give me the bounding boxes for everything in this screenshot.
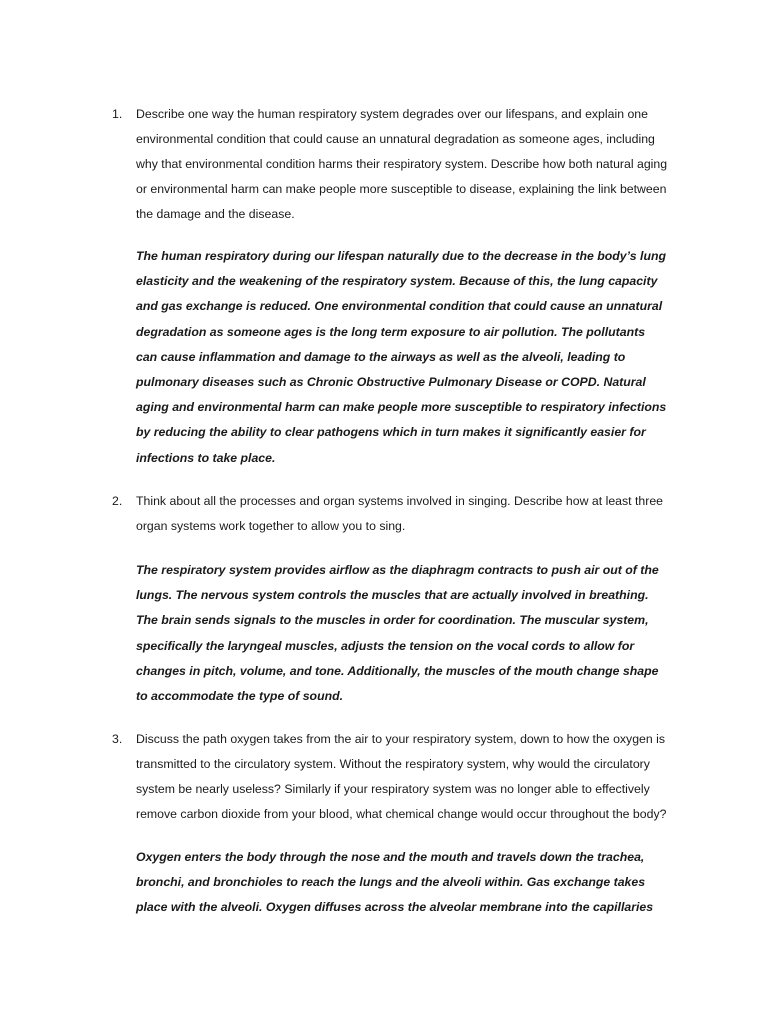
question-line: why that environmental condition harms their respiratory system. Describe how both natural aging — [136, 157, 668, 171]
question-line: Describe one way the human respiratory system degrades over our lifespans, and explain one — [136, 107, 648, 121]
answer-line: Oxygen enters the body through the nose and the mouth and travels down the trachea, — [136, 850, 645, 864]
question-line: transmitted to the circulatory system. Without the respiratory system, why would the circulatory — [136, 757, 650, 771]
answer-text — [136, 244, 692, 471]
question-line: the damage and the disease. — [136, 207, 295, 221]
answer-line: place with the alveoli. Oxygen diffuses across the alveolar membrane into the capillaries — [136, 900, 654, 915]
answer-text — [136, 558, 692, 709]
question-line: organ systems work together to allow you to sing. — [136, 519, 406, 533]
answer-line: bronchi, and bronchioles to reach the lungs and the alveoli within. Gas exchange takes — [136, 875, 646, 890]
answer-line: elasticity and the weakening of the respiratory system. Because of this, the lung capacity — [136, 274, 658, 289]
question-text — [136, 102, 692, 227]
answer-line: by reducing the ability to clear pathogens which in turn makes it significantly easier for — [136, 425, 646, 440]
answer-line: The brain sends signals to the muscles in order for coordination. The muscular system, — [136, 613, 649, 628]
question-line: Discuss the path oxygen takes from the air to your respiratory system, down to how the oxygen is — [136, 732, 666, 746]
answer-line: infections to take place. — [136, 450, 276, 465]
answer-line: The respiratory system provides airflow as the diaphragm contracts to push air out of the — [136, 563, 659, 577]
question-line: environmental condition that could cause an unnatural degradation as someone ages, including — [136, 132, 655, 146]
question-text — [136, 489, 692, 539]
question-line: system be nearly useless? Similarly if your respiratory system was no longer able to effectively — [136, 782, 650, 796]
question-number: 2. — [112, 494, 123, 508]
answer-line: aging and environmental harm can make people more susceptible to respiratory infections — [136, 400, 667, 415]
answer-line: and gas exchange is reduced. One environmental condition that could cause an unnatural — [136, 299, 663, 314]
answer-line: lungs. The nervous system controls the muscles that are actually involved in breathing. — [136, 588, 649, 603]
answer-line: changes in pitch, volume, and tone. Additionally, the muscles of the mouth change shape — [136, 663, 659, 678]
answer-line: The human respiratory during our lifespan naturally due to the decrease in the body’s lung — [136, 249, 666, 263]
question-line: or environmental harm can make people more susceptible to disease, explaining the link between — [136, 182, 667, 196]
answer-line: degradation as someone ages is the long term exposure to air pollution. The pollutants — [136, 324, 646, 339]
answer-line: to accommodate the type of sound. — [136, 689, 344, 704]
question-text — [136, 727, 692, 827]
answer-line: pulmonary diseases such as Chronic Obstructive Pulmonary Disease or COPD. Natural — [136, 375, 646, 390]
question-number: 3. — [112, 732, 123, 746]
question-number: 1. — [112, 107, 123, 121]
answer-text — [136, 845, 692, 921]
answer-line: can cause inflammation and damage to the airways as well as the alveoli, leading to — [136, 349, 626, 364]
answer-line: specifically the laryngeal muscles, adjusts the tension on the vocal cords to allow for — [136, 638, 635, 653]
question-line: Think about all the processes and organ systems involved in singing. Describe how at least three — [136, 494, 664, 508]
question-line: remove carbon dioxide from your blood, what chemical change would occur throughout the body? — [136, 807, 667, 821]
